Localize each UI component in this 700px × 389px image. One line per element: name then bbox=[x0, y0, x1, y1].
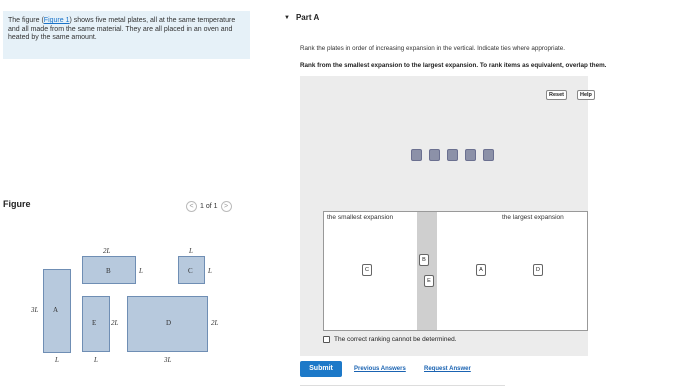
cannot-determine-checkbox[interactable] bbox=[323, 336, 330, 343]
pager-text: 1 of 1 bbox=[200, 203, 218, 210]
part-title: Part A bbox=[295, 13, 320, 22]
collapse-triangle-icon: ▼ bbox=[284, 14, 290, 21]
prev-figure-button[interactable]: < bbox=[186, 201, 197, 212]
plate-a-width: L bbox=[55, 356, 59, 364]
figure-pager bbox=[186, 201, 232, 212]
divider bbox=[300, 385, 505, 386]
request-answer-link[interactable]: Request Answer bbox=[424, 366, 471, 372]
plate-b-width: 2L bbox=[103, 247, 111, 255]
plate-d-height: 2L bbox=[211, 319, 219, 327]
problem-text-before: The figure ( bbox=[8, 17, 44, 24]
next-figure-button[interactable]: > bbox=[221, 201, 232, 212]
rank-item-d[interactable]: D bbox=[533, 264, 543, 276]
plate-a-id: A bbox=[53, 306, 59, 314]
plate-d-width: 3L bbox=[164, 356, 172, 364]
largest-expansion-label: the largest expansion bbox=[502, 214, 564, 221]
plate-b-id: B bbox=[106, 267, 111, 275]
plate-d-id: D bbox=[166, 319, 172, 327]
source-tile[interactable] bbox=[483, 149, 494, 161]
plate-c-id: C bbox=[188, 267, 193, 275]
rank-item-e[interactable]: E bbox=[424, 275, 434, 287]
tie-column[interactable] bbox=[417, 212, 437, 330]
plate-a-height: 3L bbox=[31, 306, 39, 314]
plate-e-height: 2L bbox=[111, 319, 119, 327]
reset-button[interactable]: Reset bbox=[546, 90, 567, 100]
source-tile[interactable] bbox=[429, 149, 440, 161]
previous-answers-link[interactable]: Previous Answers bbox=[354, 366, 406, 372]
plate-b-height: L bbox=[139, 267, 143, 275]
help-button[interactable]: Help bbox=[577, 90, 595, 100]
instruction-bold-text: Rank from the smallest expansion to the largest expansion. To rank items as equivalent, overlap them. bbox=[300, 62, 607, 69]
figure-label: Figure bbox=[3, 199, 31, 209]
part-a-header[interactable] bbox=[284, 13, 319, 22]
rank-item-c[interactable]: C bbox=[362, 264, 372, 276]
plate-e-width: L bbox=[94, 356, 98, 364]
source-tile[interactable] bbox=[411, 149, 422, 161]
plate-e-id: E bbox=[92, 319, 97, 327]
rank-item-b[interactable]: B bbox=[419, 254, 429, 266]
source-tile[interactable] bbox=[465, 149, 476, 161]
smallest-expansion-label: the smallest expansion bbox=[327, 214, 394, 221]
cannot-determine-option[interactable] bbox=[323, 336, 456, 343]
plate-c-height: L bbox=[208, 267, 212, 275]
instruction-text: Rank the plates in order of increasing expansion in the vertical. Indicate ties where appropriate. bbox=[300, 45, 565, 52]
figure-link[interactable]: Figure 1 bbox=[43, 17, 70, 24]
submit-button[interactable]: Submit bbox=[300, 361, 342, 377]
source-tile[interactable] bbox=[447, 149, 458, 161]
plate-c-width: L bbox=[189, 247, 193, 255]
problem-statement bbox=[3, 11, 250, 59]
rank-item-a[interactable]: A bbox=[476, 264, 486, 276]
problem-text-after: ) shows five metal plates, all at the same temperature and all made from the same material. They are all placed in an oven and heated by the same amount. bbox=[8, 17, 236, 41]
cannot-determine-label: The correct ranking cannot be determined. bbox=[334, 336, 457, 343]
